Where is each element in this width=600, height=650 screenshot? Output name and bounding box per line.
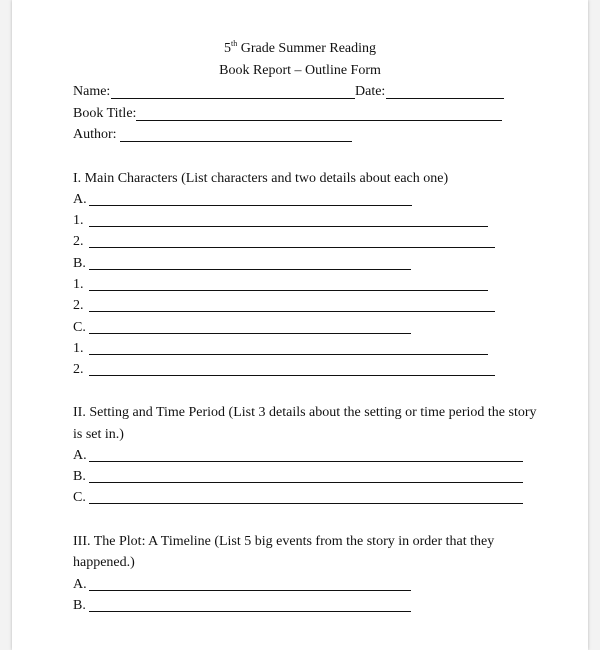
date-label: Date:: [355, 84, 386, 99]
character-c-detail-2-field[interactable]: [89, 375, 495, 376]
date-field[interactable]: [386, 98, 504, 99]
list-label: 2.: [73, 234, 84, 249]
character-c-field[interactable]: [89, 333, 411, 334]
section-plot-heading: III. The Plot: A Timeline (List 5 big events from the story in order that they: [73, 534, 495, 549]
author-field[interactable]: [120, 141, 352, 142]
setting-c-field[interactable]: [89, 503, 523, 504]
name-field[interactable]: [111, 98, 355, 99]
list-label: 1.: [73, 213, 84, 228]
list-label: 1.: [73, 341, 84, 356]
plot-event-b-field[interactable]: [89, 611, 411, 612]
character-b-detail-2-field[interactable]: [89, 311, 495, 312]
character-c-detail-1-field[interactable]: [89, 354, 488, 355]
section-setting-heading: II. Setting and Time Period (List 3 details about the setting or time period the story: [73, 405, 537, 420]
list-label: C.: [73, 320, 86, 335]
page-title: 5th Grade Summer Reading: [223, 39, 377, 56]
list-label: A.: [73, 448, 87, 463]
section-plot-heading-cont: happened.): [73, 555, 135, 570]
document-page: [12, 0, 588, 650]
plot-event-a-field[interactable]: [89, 590, 411, 591]
list-label: B.: [73, 469, 86, 484]
list-label: C.: [73, 490, 86, 505]
author-label: Author:: [73, 127, 117, 142]
section-characters-heading: I. Main Characters (List characters and two details about each one): [73, 171, 449, 186]
character-a-field[interactable]: [89, 205, 412, 206]
list-label: B.: [73, 256, 86, 271]
list-label: A.: [73, 192, 87, 207]
setting-b-field[interactable]: [89, 482, 523, 483]
character-a-detail-2-field[interactable]: [89, 247, 495, 248]
list-label: 2.: [73, 298, 84, 313]
book-title-label: Book Title:: [73, 106, 137, 121]
character-a-detail-1-field[interactable]: [89, 226, 488, 227]
list-label: A.: [73, 577, 87, 592]
setting-a-field[interactable]: [89, 461, 523, 462]
list-label: B.: [73, 598, 86, 613]
character-b-detail-1-field[interactable]: [89, 290, 488, 291]
page-subtitle: Book Report – Outline Form: [219, 63, 381, 78]
book-title-field[interactable]: [136, 120, 502, 121]
character-b-field[interactable]: [89, 269, 411, 270]
list-label: 1.: [73, 277, 84, 292]
list-label: 2.: [73, 362, 84, 377]
name-label: Name:: [73, 84, 111, 99]
section-setting-heading-cont: is set in.): [73, 427, 124, 442]
